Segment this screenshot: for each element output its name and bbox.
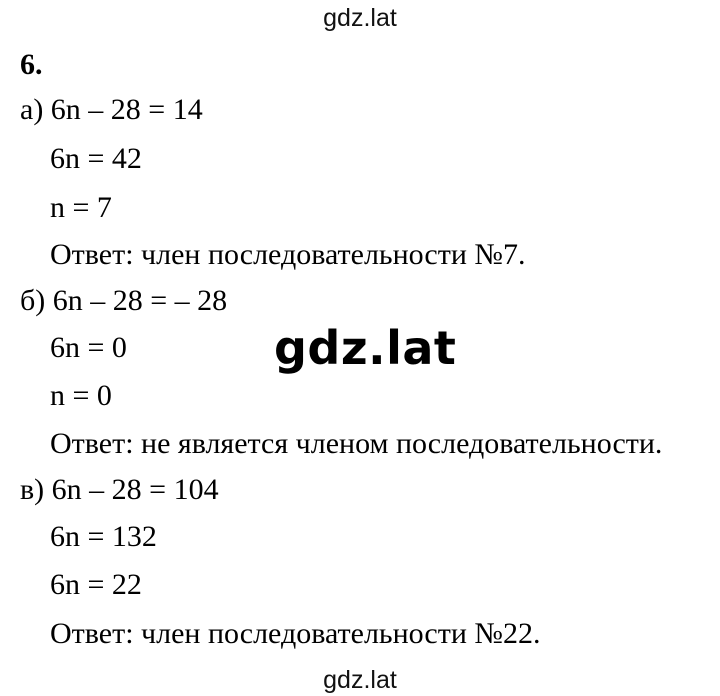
part-c-step-1: 6n = 132 <box>50 520 157 553</box>
part-b-answer: Ответ: не является членом последовательности. <box>50 427 663 460</box>
part-c-equation: в) 6n – 28 = 104 <box>20 473 219 506</box>
part-b-step-2: n = 0 <box>50 379 112 412</box>
part-a-step-2: n = 7 <box>50 191 112 224</box>
watermark-bottom: gdz.lat <box>323 666 397 694</box>
part-a-equation: а) 6n – 28 = 14 <box>20 93 203 126</box>
part-b-equation: б) 6n – 28 = – 28 <box>20 284 228 317</box>
task-number: 6. <box>20 48 43 81</box>
watermark-top: gdz.lat <box>323 4 397 32</box>
watermark-center: gdz.lat <box>274 321 457 375</box>
part-b-step-1: 6n = 0 <box>50 331 127 364</box>
part-a-step-1: 6n = 42 <box>50 142 142 175</box>
part-a-answer: Ответ: член последовательности №7. <box>50 238 526 271</box>
part-c-step-2: 6n = 22 <box>50 568 142 601</box>
part-c-answer: Ответ: член последовательности №22. <box>50 617 541 650</box>
